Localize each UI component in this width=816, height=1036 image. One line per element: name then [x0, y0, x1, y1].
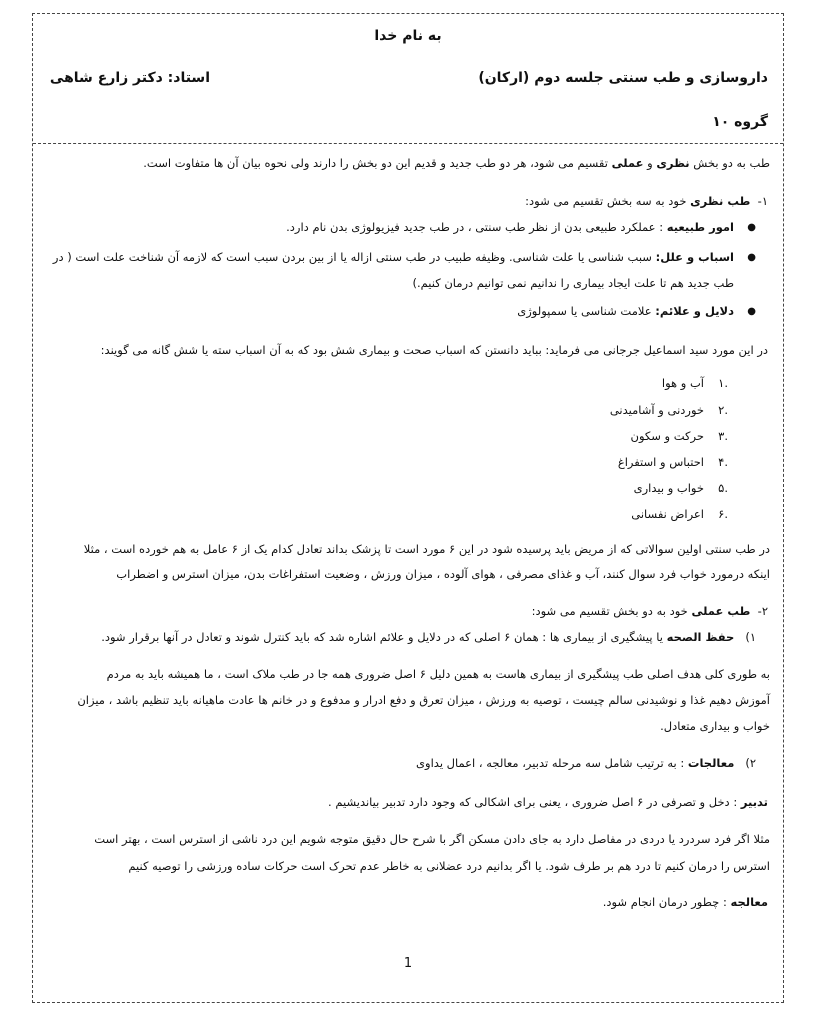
- tadbir-paragraph: تدبیر : دخل و تصرفی در ۶ اصل ضروری ، یعنی برای اشکالی که وجود دارد تدبیر بیاندیشیم .: [328, 795, 768, 809]
- list-item-number: ۵.: [718, 481, 728, 495]
- theory-bullet-3: دلایل و علائم: علامت شناسی یا سمپولوژی: [517, 304, 734, 318]
- list-item-number: ۴.: [718, 455, 728, 469]
- bullet-icon: ●: [747, 252, 756, 263]
- practice-item-1: ۱) حفظ الصحه یا پیشگیری از بیماری ها : همان ۶ اصلی که در دلایل و علائم اشاره شد که باید کنترل شوند و تعادل در آنها برقرار شود.: [101, 630, 756, 644]
- example-line-1: مثلا اگر فرد سردرد یا دردی در مفاصل دارد به جای دادن مسکن اگر با شرح حال دقیق متوجه شویم این درد ناشی از استرس است ، بهتر است: [94, 832, 770, 846]
- list-item: اعراض نفسانی: [631, 507, 704, 521]
- list-item: آب و هوا: [661, 376, 704, 390]
- bullet-icon: ●: [747, 222, 756, 233]
- list-item: خوردنی و آشامیدنی: [609, 403, 704, 417]
- jorjani-paragraph: در این مورد سید اسماعیل جرجانی می فرماید: بباید دانستن که اسباب صحت و بیماری شش بود که به آن اسباب سته یا شش گانه می گویند:: [100, 343, 768, 357]
- list-item: خواب و بیداری: [633, 481, 704, 495]
- first-questions-line-2: اینکه درمورد خواب فرد سوال کنند، آب و غذای مصرفی ، هوای آلوده ، میزان ورزش ، وضعیت استفراغات بدن، میزان استرس و اضطراب: [116, 567, 770, 581]
- theory-bullet-2: اسباب و علل: سبب شناسی یا علت شناسی. وظیفه طبیب در طب سنتی ازاله یا از بین بردن سبب است که لازمه آن شناخت علت است ( در: [52, 250, 734, 264]
- theory-heading: ۱- طب نظری خود به سه بخش تقسیم می شود:: [525, 194, 768, 208]
- prevention-line-2: آموزش دهیم غذا و نوشیدنی سالم چیست ، توصیه به ورزش ، میزان تعرق و دفع ادرار و مدفوع و در خانم ها عادت ماهیانه باید تنظیم باشد ، میزان: [77, 693, 770, 707]
- course-title: داروسازی و طب سنتی جلسه دوم (ارکان): [478, 70, 768, 86]
- first-questions-line-1: در طب سنتی اولین سوالاتی که از مریض باید پرسیده شود در این ۶ مورد است تا پزشک بداند تعادل کدام یک از ۶ عامل به هم خورده است ، مثلا: [83, 542, 770, 556]
- list-item-number: ۶.: [718, 507, 728, 521]
- prevention-line-1: به طوری کلی هدف اصلی طب پیشگیری از بیماری هاست به همین دلیل ۶ اصل ضروری همه جا در طب ملاک است ، ما همیشه باید به مردم: [106, 667, 770, 681]
- practice-heading: ۲- طب عملی خود به دو بخش تقسیم می شود:: [531, 604, 768, 618]
- list-item-number: ۳.: [718, 429, 728, 443]
- moalejeh-paragraph: معالجه : چطور درمان انجام شود.: [602, 895, 768, 909]
- page-number: 1: [403, 956, 413, 971]
- teacher-name: استاد: دکتر زارع شاهی: [49, 70, 210, 86]
- group-label: گروه ۱۰: [712, 114, 768, 130]
- list-item-number: ۱.: [718, 376, 728, 390]
- page-title: به نام خدا: [374, 28, 442, 44]
- prevention-line-3: خواب و بیداری متعادل.: [660, 719, 770, 733]
- theory-bullet-2-continued: طب جدید هم تا علت ایجاد بیماری را ندانیم نمی توانیم درمان کنیم.): [412, 276, 734, 290]
- intro-paragraph: طب به دو بخش نظری و عملی تقسیم می شود، هر دو طب جدید و قدیم این دو بخش را دارند ولی نحوه بیان آن ها متفاوت است.: [143, 156, 770, 170]
- header-divider: [33, 143, 783, 144]
- list-item: احتباس و استفراغ: [617, 455, 704, 469]
- bullet-icon: ●: [747, 306, 756, 317]
- list-item-number: ۲.: [718, 403, 728, 417]
- example-line-2: استرس را درمان کنیم تا درد هم بر طرف شود. یا اگر بدانیم درد عضلانی به خاطر عدم تحرک است حرکات ساده ورزشی را توصیه کنیم: [128, 859, 770, 873]
- list-item: حرکت و سکون: [630, 429, 704, 443]
- practice-item-2: ۲) معالجات : به ترتیب شامل سه مرحله تدبیر، معالجه ، اعمال یداوی: [416, 756, 756, 770]
- theory-bullet-1: امور طبیعیه : عملکرد طبیعی بدن از نظر طب سنتی ، در طب جدید فیزیولوژی بدن نام دارد.: [286, 220, 734, 234]
